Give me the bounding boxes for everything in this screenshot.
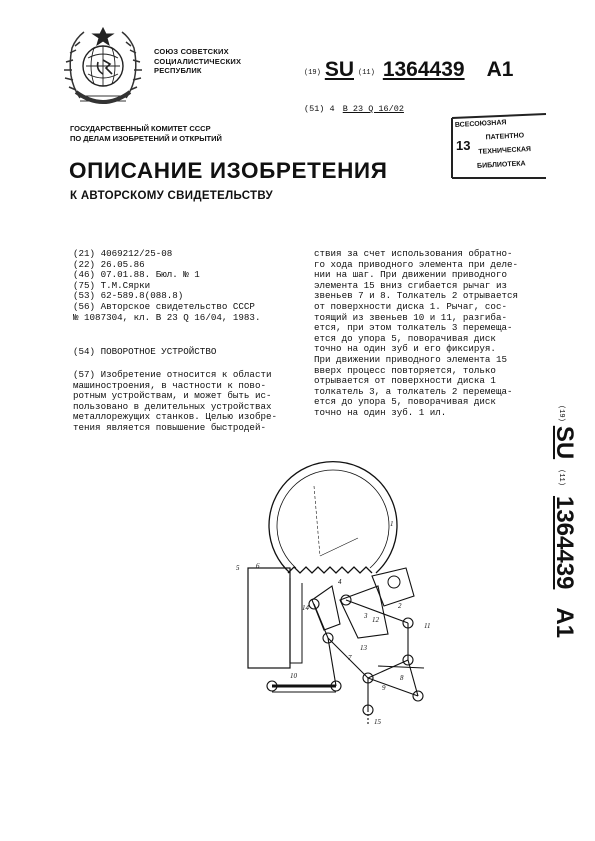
biblio-line: (75) Т.М.Сярки	[73, 279, 151, 291]
abstract-line: элемента 15 вниз сгибается рычаг из	[314, 279, 507, 291]
drawing-svg	[228, 428, 448, 728]
abstract-line: металлорежущих станков. Целью изобре-	[73, 411, 277, 423]
side-country: SU	[551, 425, 578, 460]
label-11: 11	[424, 622, 431, 630]
invention-title: (54) ПОВОРОТНОЕ УСТРОЙСТВО	[73, 346, 217, 357]
label-9: 9	[382, 684, 386, 692]
housing	[248, 568, 290, 668]
biblio-line: (21) 4069212/25-08	[73, 248, 173, 259]
stamp-line-4: БИБЛИОТЕКА	[476, 160, 526, 170]
label-15: 15	[374, 718, 381, 726]
ipc-value: B 23 Q 16/02	[342, 104, 404, 114]
side-number: 1364439	[551, 495, 578, 590]
abstract-line: звеньев 7 и 8. Толкатель 2 отрывается	[314, 290, 518, 302]
org-line-1: СОЮЗ СОВЕТСКИХ	[154, 47, 229, 56]
kind-code: A1	[486, 58, 514, 81]
abstract-line: пользовано в делительных устройствах	[73, 400, 272, 412]
disk-teeth	[288, 567, 372, 573]
stamp-line-3: ТЕХНИЧЕСКАЯ	[478, 146, 532, 156]
label-4: 4	[338, 578, 342, 586]
label-3: 3	[364, 612, 368, 620]
abstract-line: ствия за счет использования обратно-	[314, 248, 513, 259]
abstract-right-column	[314, 249, 518, 419]
label-1: 1	[390, 520, 394, 528]
abstract-line: нии на шаг. При движении приводного	[314, 269, 507, 281]
committee-name	[70, 124, 222, 143]
code-11: (11)	[358, 69, 375, 77]
org-line-2: СОЦИАЛИСТИЧЕСКИХ	[154, 56, 242, 66]
abstract-line: от поверхности диска 1. Рычаг, сос-	[314, 300, 507, 312]
side-code-11: (11)	[557, 469, 565, 486]
biblio-line: (46) 07.01.88. Бюл. № 1	[73, 269, 200, 281]
biblio-line: (53) 62-589.8(088.8)	[73, 290, 184, 302]
abstract-line: точно на один зуб. 1 ил.	[314, 406, 447, 418]
label-5: 5	[236, 564, 240, 572]
abstract-line: ется до упора 5, поворачивая диск	[314, 396, 496, 408]
disk	[269, 462, 397, 573]
abstract-line: ется до упора 5, поворачивая диск	[314, 332, 496, 344]
abstract-line: ротным устройствам, и может быть ис-	[73, 390, 272, 402]
ipc-classification	[304, 104, 404, 114]
abstract-left-column	[73, 370, 277, 434]
code-19: (19)	[304, 69, 321, 77]
ipc-code: (51) 4	[304, 104, 335, 114]
committee-line-1: ГОСУДАРСТВЕННЫЙ КОМИТЕТ СССР	[70, 124, 211, 133]
biblio-line: (22) 26.05.86	[73, 258, 145, 270]
mechanism-drawing	[228, 428, 448, 728]
committee-line-2: ПО ДЕЛАМ ИЗОБРЕТЕНИЙ И ОТКРЫТИЙ	[70, 133, 222, 143]
figure-labels	[236, 520, 430, 726]
abstract-line: тения является повышение быстродей-	[73, 421, 266, 433]
bibliographic-data	[73, 249, 260, 323]
abstract-line: (57) Изобретение относится к области	[73, 369, 272, 380]
stamp-number: 13	[456, 138, 471, 153]
label-10: 10	[290, 672, 297, 680]
abstract-line: вверх процесс повторяется, только	[314, 364, 496, 376]
abstract-line: точно на один зуб и его фиксируя.	[314, 343, 496, 355]
side-kind: A1	[551, 607, 578, 639]
label-7: 7	[348, 654, 352, 662]
emblem-image	[58, 18, 148, 113]
organization-name	[154, 47, 241, 76]
abstract-line: тоящий из звеньев 10 и 11, разгиба-	[314, 311, 507, 323]
stamp-line-2: ПАТЕНТНО	[485, 132, 525, 142]
country-code: SU	[324, 58, 354, 81]
ussr-emblem	[58, 18, 148, 113]
label-6: 6	[256, 562, 260, 570]
abstract-line: толкатель 3, а толкатель 2 перемеща-	[314, 385, 513, 397]
label-8: 8	[400, 674, 404, 682]
org-line-3: РЕСПУБЛИК	[154, 66, 202, 75]
biblio-line: № 1087304, кл. В 23 Q 16/04, 1983.	[73, 311, 261, 323]
document-title: ОПИСАНИЕ ИЗОБРЕТЕНИЯ	[69, 158, 388, 183]
side-patent-number	[550, 405, 578, 638]
label-14: 14	[302, 604, 309, 612]
label-13: 13	[360, 644, 367, 652]
abstract-line: ется, при этом толкатель 3 перемеща-	[314, 322, 513, 334]
stamp-line-1: ВСЕСОЮЗНАЯ	[454, 119, 507, 129]
side-code-19: (19)	[557, 405, 565, 422]
abstract-line: При движении приводного элемента 15	[314, 353, 507, 365]
library-stamp	[448, 112, 548, 182]
abstract-line: го хода приводного элемента при деле-	[314, 258, 518, 270]
patent-number-block	[304, 58, 513, 82]
biblio-line: (56) Авторское свидетельство СССР	[73, 300, 255, 312]
abstract-line: отрывается от поверхности диска 1	[314, 375, 496, 387]
label-2: 2	[398, 602, 402, 610]
document-subtitle: К АВТОРСКОМУ СВИДЕТЕЛЬСТВУ	[70, 190, 273, 202]
label-12: 12	[372, 616, 379, 624]
patent-number: 1364439	[382, 58, 465, 81]
abstract-line: машиностроения, в частности к пово-	[73, 379, 266, 391]
